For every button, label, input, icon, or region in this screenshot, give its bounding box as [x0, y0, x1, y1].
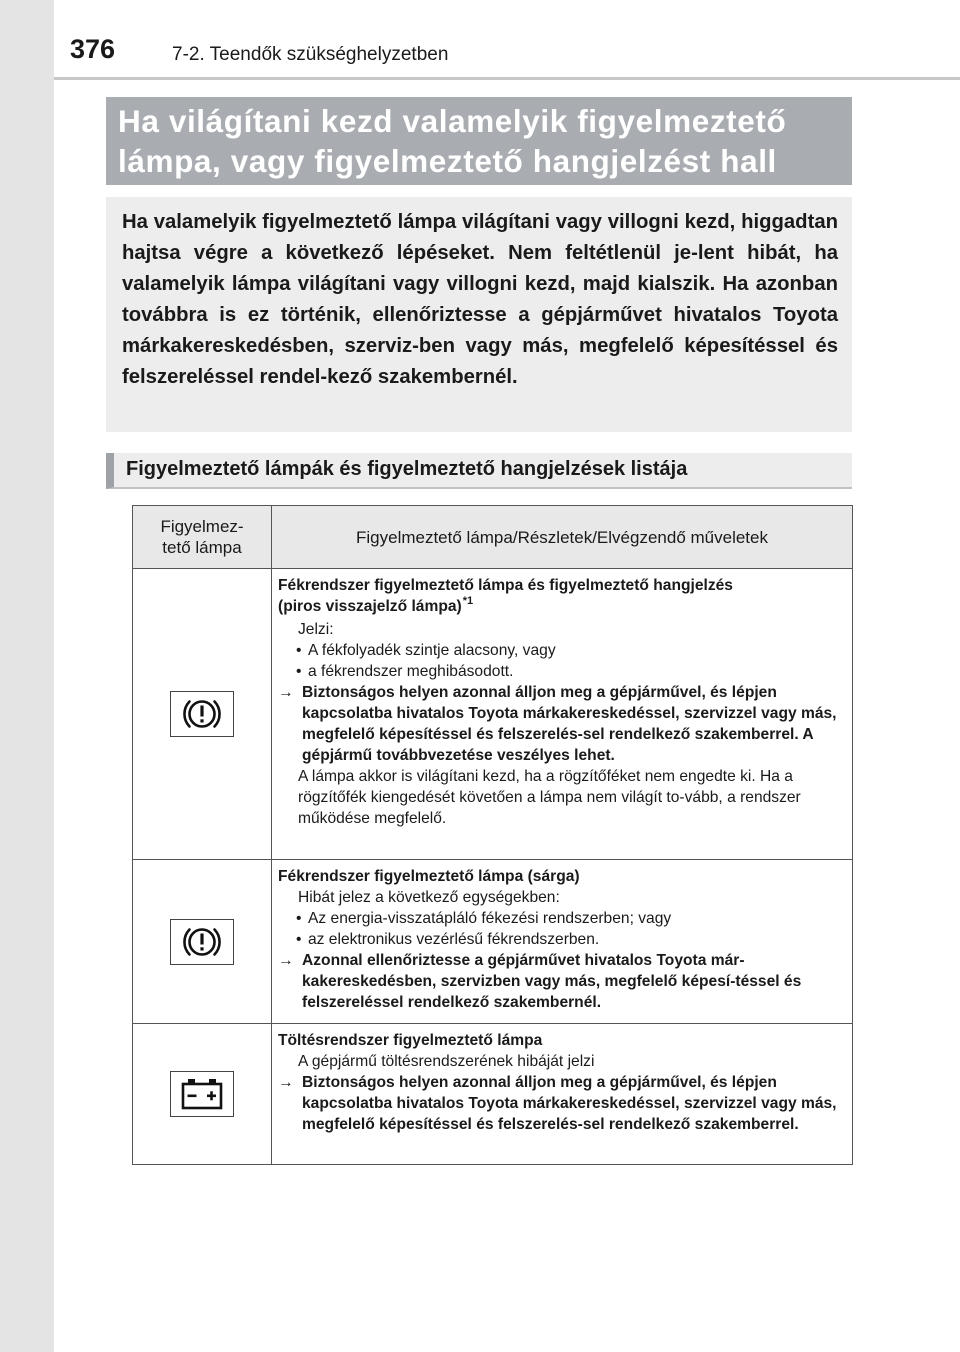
page-number: 376 [70, 34, 116, 64]
column-header-lamp-line1: Figyelmez- [160, 517, 244, 536]
table-row [133, 1024, 853, 1165]
lamp-title-text: (piros visszajelző lámpa) [278, 598, 462, 615]
section-title [106, 97, 852, 185]
action-text-content: Azonnal ellenőriztesse a gépjárművet hivatalos Toyota már-kakereskedésben, szervizben vagy más, megfelelő képesí-téssel és felszereléssel rendelkező szakembernél. [302, 952, 802, 1011]
section-title-line2: lámpa, vagy figyelmeztető hangjelzést hall [118, 143, 777, 179]
lamp-title: Töltésrendszer figyelmeztető lámpa [278, 1032, 543, 1049]
bullet-item: • A fékfolyadék szintje alacsony, vagy [278, 640, 844, 661]
subsection-heading: Figyelmeztető lámpák és figyelmeztető hangjelzések listája [106, 453, 852, 489]
warning-table [132, 505, 853, 1165]
details-cell [272, 860, 853, 1024]
column-header-lamp [133, 506, 272, 569]
header-divider [54, 77, 960, 80]
details-cell [272, 1024, 853, 1165]
arrow-icon: → [278, 684, 294, 701]
table-header-row [133, 506, 853, 569]
chapter-title: 7-2. Teendők szükséghelyzetben [172, 44, 449, 65]
lamp-title-line1: Fékrendszer figyelmeztető lámpa és figyelmeztető hangjelzés [278, 577, 733, 594]
column-header-details: Figyelmeztető lámpa/Részletek/Elvégzendő műveletek [272, 506, 853, 569]
action-text-content: Biztonságos helyen azonnal álljon meg a gépjárművel, és lépjen kapcsolatba hivatalos Toyota márkakereskedéssel, szervizzel vagy más, megfelelő képesítéssel és felszerelés-sel rendelkező szakemberrel. [302, 1074, 837, 1133]
indicates-label: A gépjármű töltésrendszerének hibáját jelzi [298, 1053, 595, 1070]
arrow-icon: → [278, 952, 294, 969]
lamp-cell [133, 860, 272, 1024]
action-text [278, 950, 844, 1013]
action-text [278, 682, 844, 766]
bullet-item: • Az energia-visszatápláló fékezési rendszerben; vagy [278, 908, 844, 929]
lamp-cell [133, 1024, 272, 1165]
column-header-lamp-line2: tető lámpa [162, 538, 242, 557]
table-row [133, 569, 853, 860]
indicates-label: Hibát jelez a következő egységekben: [298, 889, 560, 906]
indicates-label: Jelzi: [298, 621, 334, 638]
bullet-item: • a fékrendszer meghibásodott. [278, 661, 844, 682]
margin-strip [0, 0, 54, 1352]
brake-warning-icon [170, 691, 234, 737]
table-row [133, 860, 853, 1024]
brake-warning-icon [170, 919, 234, 965]
lamp-title: Fékrendszer figyelmeztető lámpa (sárga) [278, 868, 580, 885]
bullet-item: • az elektronikus vezérlésű fékrendszerben. [278, 929, 844, 950]
action-text-content: Biztonságos helyen azonnal álljon meg a gépjárművel, és lépjen kapcsolatba hivatalos Toyota márkakereskedéssel, szervizzel vagy más, megfelelő képesítéssel és felszerelés-sel rendelkező szakemberrel. A gépjármű továbbvezetése veszélyes lehet. [302, 684, 837, 764]
intro-box [106, 197, 852, 432]
details-cell [272, 569, 853, 860]
note-text: A lámpa akkor is világítani kezd, ha a rögzítőféket nem engedte ki. Ha a rögzítőfék kiengedését követően a lámpa nem világít to-vább, a rendszer működése megfelelő. [298, 768, 801, 827]
arrow-icon: → [278, 1074, 294, 1091]
footnote-marker: *1 [462, 595, 474, 607]
battery-charge-icon [170, 1071, 234, 1117]
action-text [278, 1072, 844, 1135]
lamp-cell [133, 569, 272, 860]
section-title-line1: Ha világítani kezd valamelyik figyelmeztető [118, 103, 787, 139]
intro-text: Ha valamelyik figyelmeztető lámpa világítani vagy villogni kezd, higgadtan hajtsa végre a következő lépéseket. Nem feltétlenül je-lent hibát, ha valamelyik lámpa világítani vagy villogni kezd, majd kialszik. Ha azonban továbbra is ez történik, ellenőriztesse a gépjárművet hivatalos Toyota márkakereskedésben, szerviz-ben vagy más, megfelelő képesítéssel és felszereléssel rendel-kező szakembernél. [122, 211, 838, 388]
lamp-title-line2 [278, 596, 844, 619]
